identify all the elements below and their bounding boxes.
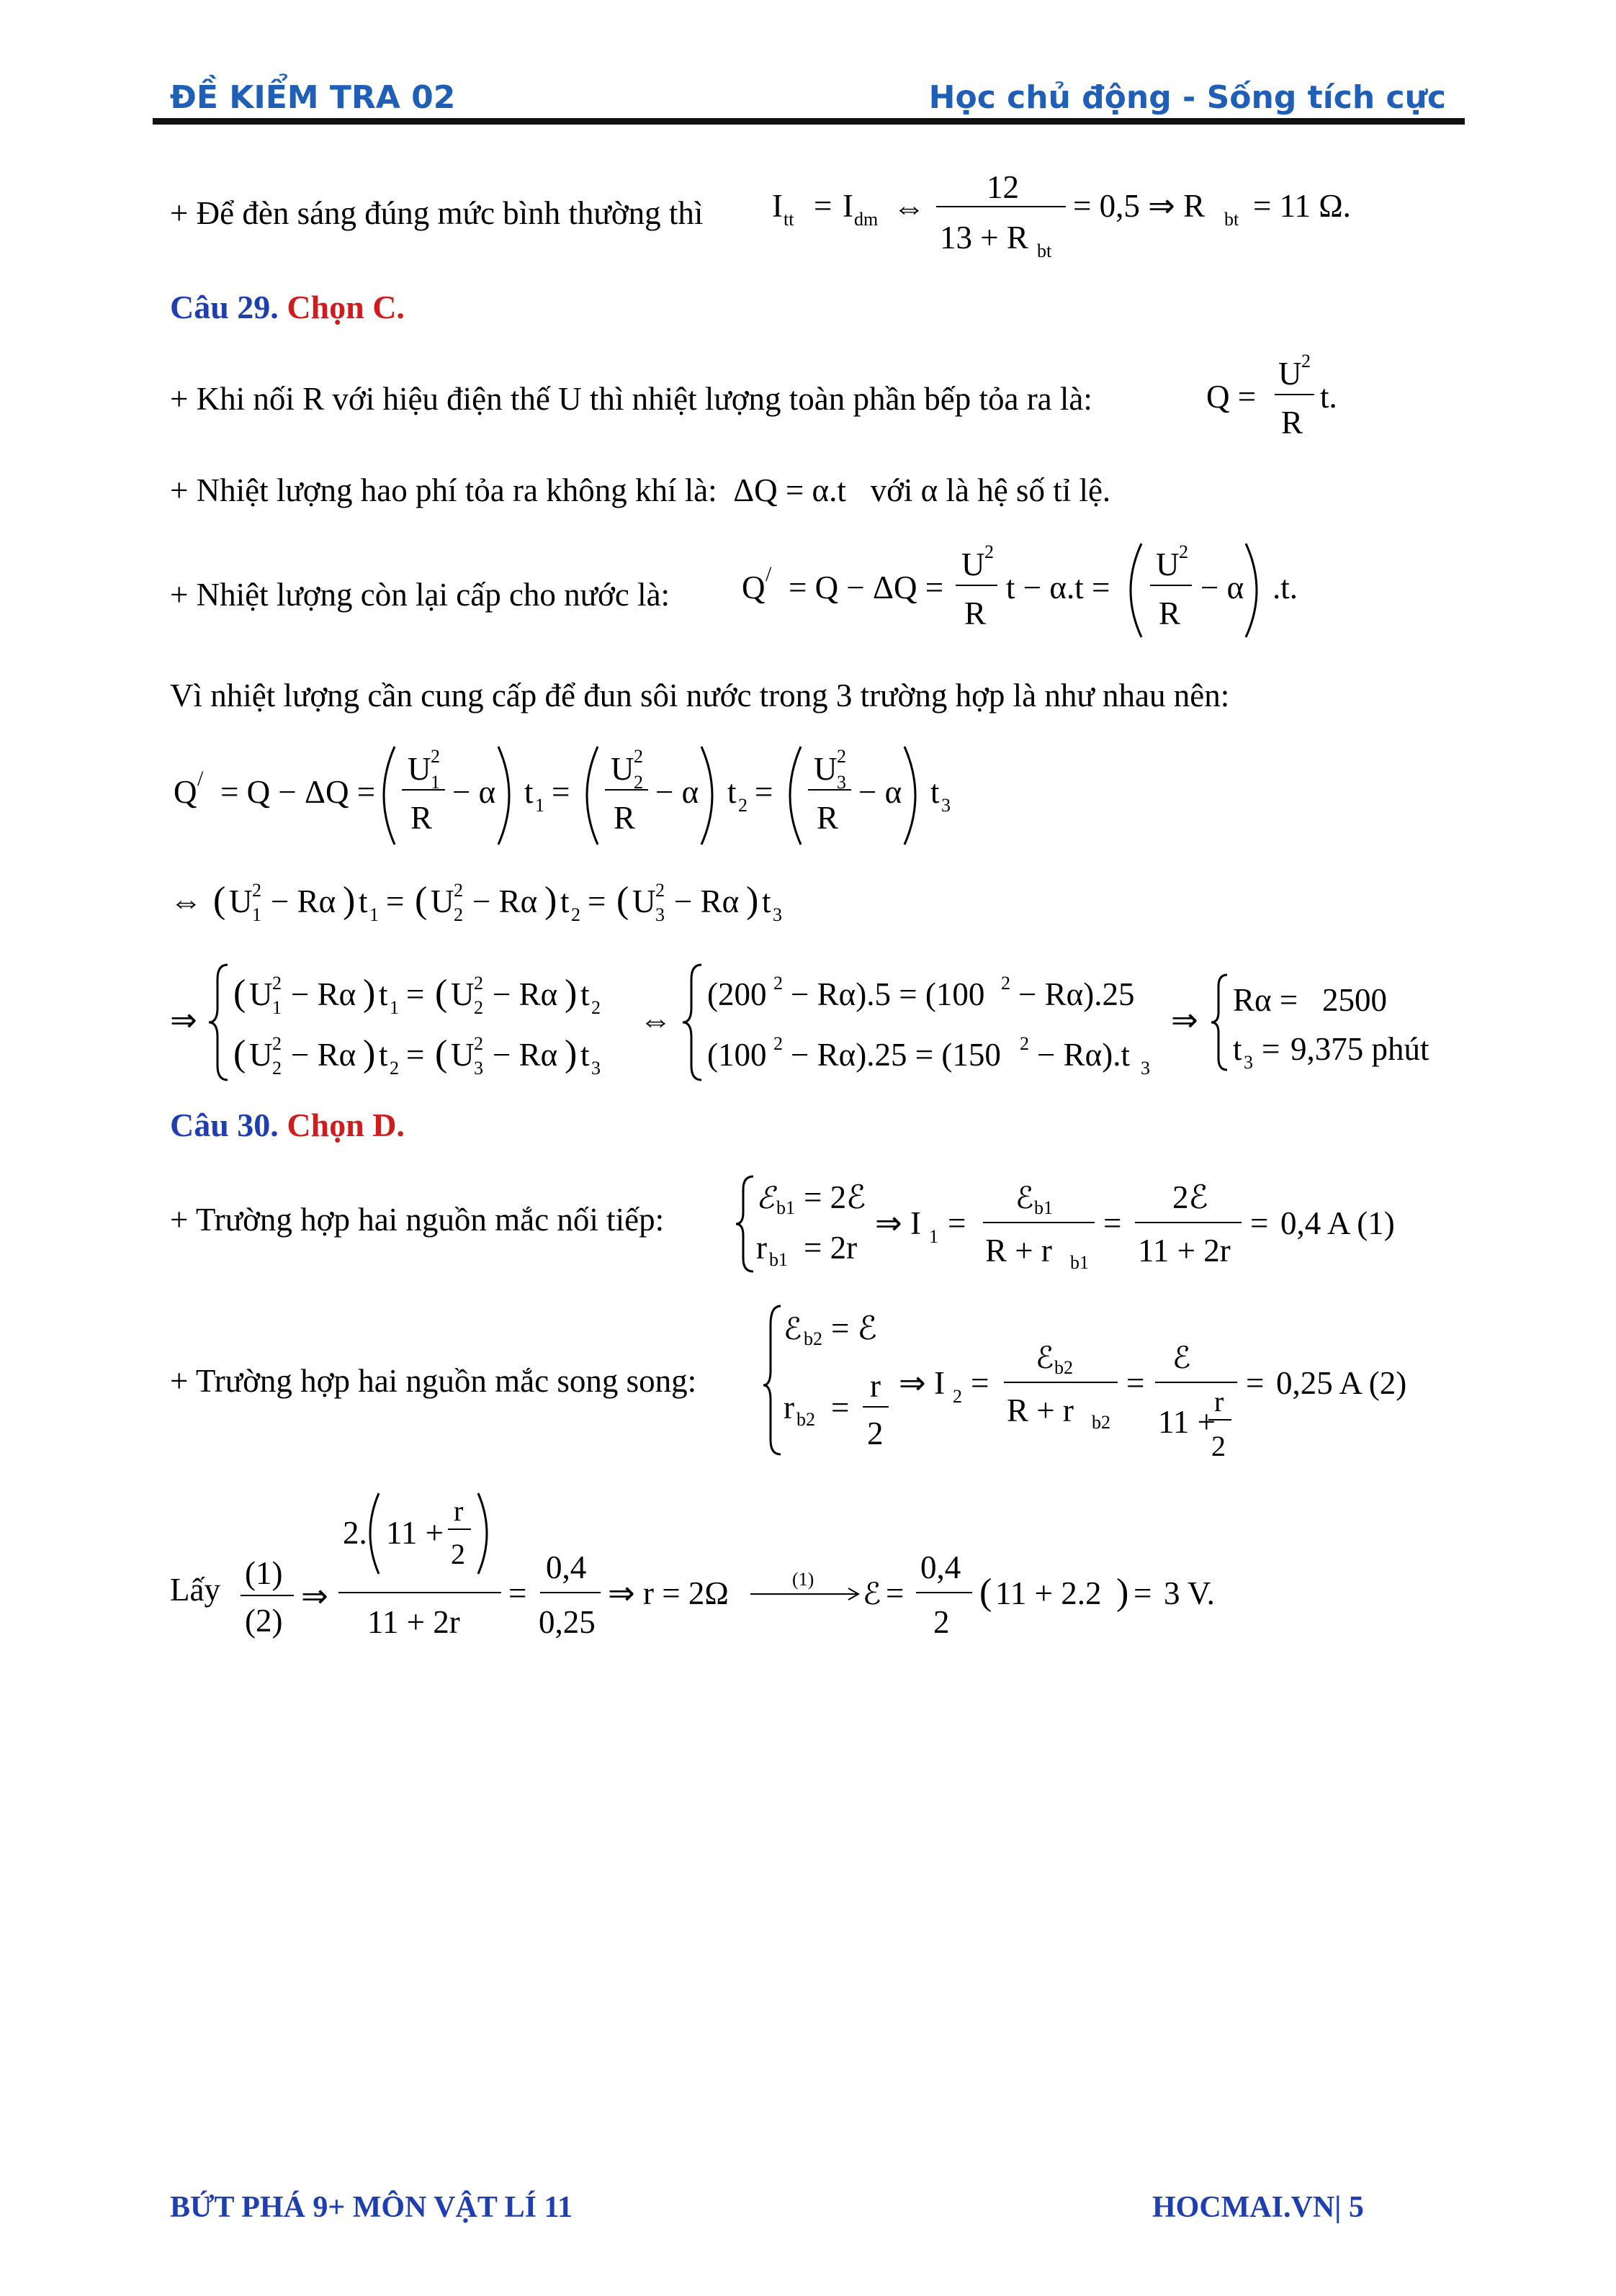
svg-text:): ) xyxy=(565,973,578,1014)
svg-text:U: U xyxy=(611,751,634,787)
svg-text:t: t xyxy=(524,774,534,810)
svg-text:⇒: ⇒ xyxy=(301,1578,328,1614)
svg-text:⇔: ⇔ xyxy=(639,1002,672,1038)
svg-text:− Rα: − Rα xyxy=(291,976,356,1012)
svg-text:2: 2 xyxy=(984,541,994,562)
svg-text:t: t xyxy=(580,1037,590,1073)
svg-text:0,4: 0,4 xyxy=(546,1549,587,1585)
svg-text:2: 2 xyxy=(634,772,643,793)
q29-line3-text: + Nhiệt lượng còn lại cấp cho nước là: xyxy=(170,577,670,613)
svg-text:1: 1 xyxy=(252,904,261,925)
svg-text:U: U xyxy=(249,976,273,1012)
svg-text:0,4: 0,4 xyxy=(920,1549,961,1585)
svg-text:Rα =: Rα = xyxy=(1233,982,1298,1018)
svg-text:U: U xyxy=(961,546,985,582)
svg-text:= ℰ: = ℰ xyxy=(831,1310,877,1346)
svg-text:12: 12 xyxy=(987,169,1019,205)
svg-text:− Rα: − Rα xyxy=(271,883,336,919)
svg-text:2: 2 xyxy=(1211,1430,1226,1462)
svg-text:R + r: R + r xyxy=(1007,1392,1074,1428)
equation-q-total xyxy=(1206,346,1393,454)
svg-text:dm: dm xyxy=(854,209,879,230)
svg-text:11 +: 11 + xyxy=(386,1515,444,1551)
svg-text:− Rα).25 = (150: − Rα).25 = (150 xyxy=(791,1037,1001,1073)
q30-line3-text: Lấy xyxy=(170,1572,220,1608)
question-30-label: Câu 30. xyxy=(170,1107,279,1143)
svg-text:U: U xyxy=(229,883,253,919)
svg-text:R + r: R + r xyxy=(985,1233,1052,1269)
svg-text:=: = xyxy=(386,883,405,919)
svg-text:2: 2 xyxy=(272,973,282,994)
svg-text:2: 2 xyxy=(933,1604,950,1640)
q30-line1-text: + Trường hợp hai nguồn mắc nối tiếp: xyxy=(170,1202,665,1238)
svg-text:=: = xyxy=(1103,1205,1122,1241)
svg-text:= 2r: = 2r xyxy=(804,1230,858,1266)
svg-text:⇒ r = 2Ω: ⇒ r = 2Ω xyxy=(608,1575,729,1611)
q30-line2 xyxy=(170,1362,696,1400)
svg-text:bt: bt xyxy=(1037,240,1052,261)
svg-text:2: 2 xyxy=(454,904,463,925)
equation-chain-1 xyxy=(170,738,998,853)
svg-text:2: 2 xyxy=(1001,973,1010,994)
svg-text:r: r xyxy=(870,1368,881,1404)
svg-text:2: 2 xyxy=(390,1058,399,1079)
svg-text:ℰ: ℰ xyxy=(1172,1342,1191,1375)
svg-text:=: = xyxy=(886,1575,904,1611)
svg-text:=: = xyxy=(814,188,832,224)
q30-line2-text: + Trường hợp hai nguồn mắc song song: xyxy=(170,1363,697,1399)
question-30-answer: Chọn D. xyxy=(287,1107,405,1143)
svg-text:=: = xyxy=(1246,1365,1265,1401)
svg-text:R: R xyxy=(817,800,839,836)
svg-text:ℰ: ℰ xyxy=(784,1313,802,1346)
svg-text:b2: b2 xyxy=(1054,1357,1073,1378)
svg-text:2: 2 xyxy=(451,1538,465,1570)
svg-text:(: ( xyxy=(616,880,629,921)
svg-text:= 2ℰ: = 2ℰ xyxy=(804,1179,866,1215)
svg-text:2: 2 xyxy=(1179,541,1188,562)
svg-text:ℰ: ℰ xyxy=(756,1182,775,1215)
equation-system-q29 xyxy=(170,950,1466,1094)
svg-text:t: t xyxy=(560,883,570,919)
svg-text:b2: b2 xyxy=(1092,1412,1110,1433)
svg-text:tt: tt xyxy=(784,209,794,230)
svg-text:): ) xyxy=(544,880,557,921)
svg-text:(: ( xyxy=(435,973,448,1014)
svg-text:t − α.t =: t − α.t = xyxy=(1006,570,1110,605)
svg-text:=: = xyxy=(948,1205,966,1241)
svg-text:11 + 2.2: 11 + 2.2 xyxy=(995,1575,1102,1611)
svg-text:11 + 2r: 11 + 2r xyxy=(367,1604,460,1640)
svg-text:11 +: 11 + xyxy=(1158,1404,1216,1440)
svg-text:=: = xyxy=(508,1575,527,1611)
svg-text:U: U xyxy=(814,751,838,787)
svg-text:U: U xyxy=(431,883,454,919)
svg-text:2: 2 xyxy=(431,746,440,767)
svg-text:=: = xyxy=(1262,1031,1280,1067)
svg-text:− Rα: − Rα xyxy=(674,883,740,919)
svg-text:⇔: ⇔ xyxy=(893,189,925,225)
svg-text:− α: − α xyxy=(655,774,699,810)
svg-text:− Rα).t: − Rα).t xyxy=(1037,1037,1130,1073)
svg-text:− Rα).5 = (100: − Rα).5 = (100 xyxy=(791,976,985,1012)
svg-text:t: t xyxy=(580,976,590,1012)
q29-line4 xyxy=(170,677,1229,714)
svg-text:3: 3 xyxy=(591,1058,601,1079)
svg-text:.t.: .t. xyxy=(1272,570,1298,605)
svg-text:2: 2 xyxy=(953,1386,962,1407)
svg-text:2: 2 xyxy=(1301,351,1311,372)
svg-text:2: 2 xyxy=(773,1033,783,1054)
svg-text:b2: b2 xyxy=(804,1328,822,1349)
question-29-answer: Chọn C. xyxy=(287,289,405,325)
equation-series xyxy=(735,1166,1440,1282)
result-t3: 9,375 phút xyxy=(1290,1031,1429,1067)
svg-text:/: / xyxy=(766,562,772,586)
result-I1: 0,4 A (1) xyxy=(1280,1205,1395,1241)
result-emf: 3 V. xyxy=(1164,1575,1215,1611)
svg-text:2: 2 xyxy=(591,997,601,1018)
svg-text:⇒ I: ⇒ I xyxy=(875,1205,921,1241)
svg-text:ℰ: ℰ xyxy=(1015,1182,1034,1215)
svg-text:2: 2 xyxy=(272,1033,282,1054)
svg-text:2: 2 xyxy=(634,746,643,767)
svg-text:2: 2 xyxy=(655,880,665,901)
svg-text:2.: 2. xyxy=(343,1515,367,1551)
svg-text:b2: b2 xyxy=(796,1409,815,1430)
svg-text:r: r xyxy=(1214,1385,1224,1418)
svg-text:r: r xyxy=(784,1390,794,1426)
svg-text:(1): (1) xyxy=(792,1569,814,1590)
svg-text:(: ( xyxy=(979,1572,992,1613)
svg-text:): ) xyxy=(746,880,759,921)
svg-text:1: 1 xyxy=(431,772,440,793)
q29-line2-end: là hệ số tỉ lệ. xyxy=(946,472,1111,508)
svg-text:(: ( xyxy=(233,973,246,1014)
svg-text:=: = xyxy=(406,976,425,1012)
svg-text:2: 2 xyxy=(837,746,846,767)
svg-text:2: 2 xyxy=(474,973,483,994)
svg-text:R: R xyxy=(614,800,636,836)
q30-line3 xyxy=(170,1571,220,1608)
header-slogan: Học chủ động - Sống tích cực xyxy=(928,79,1446,116)
svg-text:2: 2 xyxy=(773,973,783,994)
svg-text:): ) xyxy=(363,1033,376,1074)
svg-text:− Rα: − Rα xyxy=(291,1037,356,1073)
svg-text:t.: t. xyxy=(1320,379,1337,415)
q29-line2: + Nhiệt lượng hao phí tỏa ra không khí là: ΔQ = α.t với α là hệ số tỉ lệ. xyxy=(170,472,1111,508)
svg-text:t: t xyxy=(1233,1031,1242,1067)
svg-text:t: t xyxy=(930,774,940,810)
svg-text:b1: b1 xyxy=(1070,1252,1089,1273)
svg-text:=: = xyxy=(831,1390,850,1426)
svg-text:=: = xyxy=(588,883,606,919)
svg-text:(: ( xyxy=(435,1033,448,1074)
svg-text:(200: (200 xyxy=(707,976,767,1012)
svg-text:b1: b1 xyxy=(776,1197,795,1218)
svg-text:R: R xyxy=(410,800,433,836)
svg-text:=: = xyxy=(1250,1205,1269,1241)
svg-text:3: 3 xyxy=(1141,1058,1150,1079)
svg-text:2: 2 xyxy=(738,795,748,816)
svg-text:(2): (2) xyxy=(245,1603,283,1639)
svg-text:− Rα: − Rα xyxy=(493,1037,558,1073)
svg-text:3: 3 xyxy=(773,904,782,925)
header-rule xyxy=(153,118,1465,125)
svg-text:11 + 2r: 11 + 2r xyxy=(1138,1233,1231,1269)
svg-text:U: U xyxy=(451,976,475,1012)
q29-line3 xyxy=(170,576,670,613)
svg-text:U: U xyxy=(408,751,431,787)
svg-text:ℰ: ℰ xyxy=(1036,1342,1054,1375)
svg-text:= Q − ΔQ =: = Q − ΔQ = xyxy=(789,570,944,605)
q30-line1 xyxy=(170,1201,664,1238)
question-29-label: Câu 29. xyxy=(170,289,279,325)
question-29 xyxy=(170,288,405,326)
svg-text:/: / xyxy=(197,767,204,791)
svg-text:t: t xyxy=(727,774,737,810)
svg-text:2: 2 xyxy=(474,1033,483,1054)
svg-text:13 + R: 13 + R xyxy=(940,220,1028,256)
svg-text:): ) xyxy=(363,973,376,1014)
svg-text:⇒: ⇒ xyxy=(1171,1002,1198,1038)
svg-text:1: 1 xyxy=(535,795,544,816)
svg-text:2: 2 xyxy=(474,997,483,1018)
svg-text:= Q − ΔQ =: = Q − ΔQ = xyxy=(220,774,376,810)
svg-text:3: 3 xyxy=(655,904,665,925)
q29-line2-text: + Nhiệt lượng hao phí tỏa ra không khí là: xyxy=(170,472,717,508)
svg-text:t: t xyxy=(379,976,388,1012)
svg-text:=: = xyxy=(1126,1365,1145,1401)
svg-text:Q: Q xyxy=(174,774,197,810)
equation-q-remaining xyxy=(738,536,1329,652)
svg-text:=: = xyxy=(1134,1575,1152,1611)
svg-text:R: R xyxy=(1159,595,1181,631)
svg-text:=: = xyxy=(552,774,570,810)
q29-line2-with: với xyxy=(870,472,913,508)
svg-text:2: 2 xyxy=(454,880,463,901)
svg-text:2: 2 xyxy=(1020,1033,1029,1054)
svg-text:U: U xyxy=(1156,546,1180,582)
svg-text:t: t xyxy=(359,883,368,919)
footer-page: HOCMAI.VN| 5 xyxy=(1152,2191,1364,2224)
result-I2: 0,25 A (2) xyxy=(1276,1365,1407,1401)
svg-text:(1): (1) xyxy=(245,1555,283,1591)
svg-text:− α: − α xyxy=(452,774,496,810)
svg-text:=: = xyxy=(971,1365,989,1401)
svg-text:bt: bt xyxy=(1224,209,1239,230)
svg-text:2: 2 xyxy=(252,880,261,901)
svg-text:): ) xyxy=(1116,1572,1129,1613)
svg-text:r: r xyxy=(756,1230,767,1266)
q29-line4-text: Vì nhiệt lượng cần cung cấp để đun sôi nước trong 3 trường hợp là như nhau nên: xyxy=(170,677,1230,713)
svg-text:1: 1 xyxy=(369,904,379,925)
q29-line1-text: + Khi nối R với hiệu điện thế U thì nhiệt lượng toàn phần bếp tỏa ra là: xyxy=(170,381,1092,417)
svg-text:− Rα: − Rα xyxy=(472,883,538,919)
svg-text:3: 3 xyxy=(474,1058,483,1079)
svg-text:− α: − α xyxy=(1200,570,1244,605)
svg-text:1: 1 xyxy=(390,997,399,1018)
svg-text:=: = xyxy=(406,1037,425,1073)
svg-text:I: I xyxy=(772,188,783,224)
svg-text:(100: (100 xyxy=(707,1037,767,1073)
svg-text:2: 2 xyxy=(571,904,580,925)
equation-parallel xyxy=(762,1296,1453,1469)
svg-text:3: 3 xyxy=(837,772,846,793)
svg-text:⇔: ⇔ xyxy=(170,883,202,919)
svg-text:Q =: Q = xyxy=(1206,379,1257,415)
footer-title: BỨT PHÁ 9+ MÔN VẬT LÍ 11 xyxy=(170,2191,573,2224)
svg-text:3: 3 xyxy=(1244,1052,1253,1073)
svg-text:=: = xyxy=(755,774,773,810)
condition-line xyxy=(170,194,703,232)
svg-text:− α: − α xyxy=(858,774,902,810)
svg-text:t: t xyxy=(379,1037,388,1073)
svg-text:= 11 Ω.: = 11 Ω. xyxy=(1253,188,1351,224)
result-ralpha: 2500 xyxy=(1322,982,1387,1018)
svg-text:U: U xyxy=(249,1037,273,1073)
svg-text:3: 3 xyxy=(941,795,951,816)
svg-text:= 0,5 ⇒ R: = 0,5 ⇒ R xyxy=(1073,188,1206,224)
question-30 xyxy=(170,1106,405,1144)
svg-text:2: 2 xyxy=(272,1058,282,1079)
svg-text:1: 1 xyxy=(272,997,282,1018)
header-title: ĐỀ KIỂM TRA 02 xyxy=(170,79,456,116)
svg-text:2: 2 xyxy=(867,1415,884,1451)
svg-text:): ) xyxy=(565,1033,578,1074)
svg-text:(: ( xyxy=(415,880,428,921)
equation-lamp xyxy=(763,162,1383,263)
svg-text:⇒ I: ⇒ I xyxy=(899,1365,945,1401)
svg-text:r: r xyxy=(454,1495,464,1527)
svg-text:Q: Q xyxy=(742,570,766,605)
svg-text:U: U xyxy=(632,883,656,919)
svg-text:I: I xyxy=(843,188,853,224)
svg-text:0,25: 0,25 xyxy=(539,1604,596,1640)
svg-text:R: R xyxy=(964,595,987,631)
svg-text:2ℰ: 2ℰ xyxy=(1172,1179,1208,1215)
svg-text:− Rα: − Rα xyxy=(493,976,558,1012)
svg-text:⇒: ⇒ xyxy=(170,1002,197,1038)
svg-text:b1: b1 xyxy=(1034,1197,1053,1218)
svg-text:b1: b1 xyxy=(769,1249,788,1270)
equation-ratio xyxy=(238,1483,1246,1642)
svg-text:1: 1 xyxy=(929,1226,938,1247)
svg-text:U: U xyxy=(1278,356,1302,392)
svg-text:R: R xyxy=(1281,405,1303,441)
svg-text:ℰ: ℰ xyxy=(863,1578,881,1611)
svg-text:): ) xyxy=(343,880,356,921)
svg-text:(: ( xyxy=(233,1033,246,1074)
svg-text:(: ( xyxy=(213,880,226,921)
equation-chain-2 xyxy=(170,868,890,932)
condition-text: + Để đèn sáng đúng mức bình thường thì xyxy=(170,195,704,231)
svg-text:t: t xyxy=(762,883,771,919)
svg-text:U: U xyxy=(451,1037,475,1073)
svg-text:− Rα).25: − Rα).25 xyxy=(1018,976,1135,1012)
q29-line1 xyxy=(170,380,1092,418)
